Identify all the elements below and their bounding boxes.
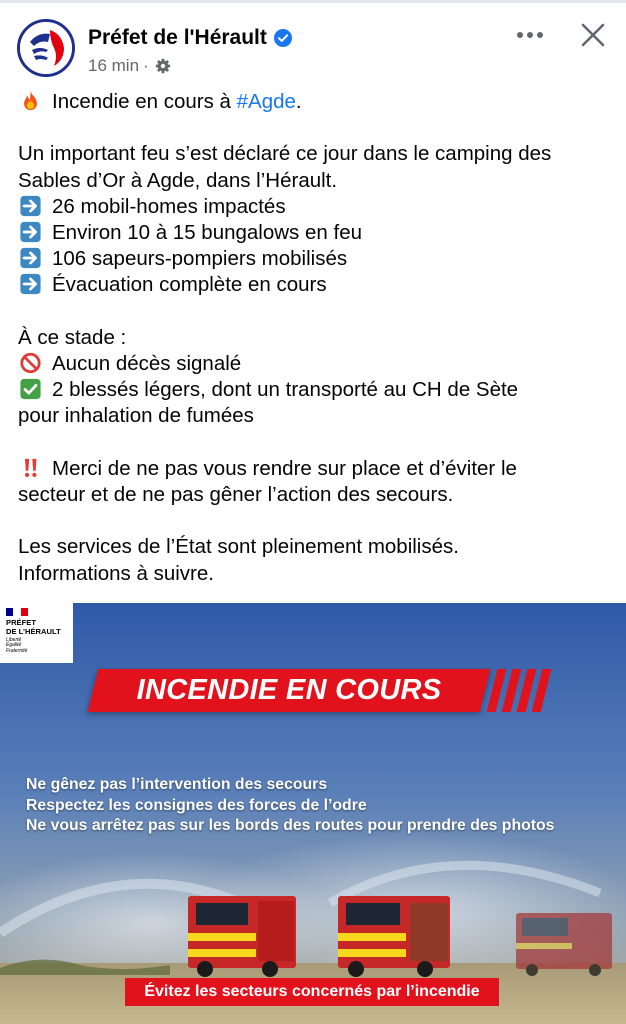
right-arrow-emoji — [18, 221, 43, 243]
more-options-button[interactable] — [512, 18, 548, 52]
profile-avatar[interactable] — [17, 19, 75, 77]
post-line — [18, 272, 618, 298]
alert-banner-title: INCENDIE EN COURS — [136, 674, 442, 706]
more-options-icon — [537, 32, 543, 38]
post-line-text: 106 sapeurs-pompiers mobilisés — [52, 247, 348, 271]
double-exclamation-emoji — [18, 457, 43, 479]
right-arrow-emoji — [18, 273, 43, 295]
post-line-text: Incendie en cours à — [52, 90, 237, 113]
advice-line: Ne vous arrêtez pas sur les bords des routes pour prendre des photos — [26, 817, 555, 834]
post-line-text: Évacuation complète en cours — [52, 273, 327, 297]
check-mark-emoji — [18, 378, 43, 400]
post-line — [18, 220, 618, 246]
post-timestamp[interactable]: 16 min — [88, 56, 140, 75]
meta-separator: · — [143, 56, 149, 75]
post-line: Un important feu s’est déclaré ce jour dans le camping des — [18, 142, 552, 166]
post-line — [18, 456, 618, 482]
post-line-text: Environ 10 à 15 bungalows en feu — [52, 221, 363, 244]
post-text — [18, 89, 618, 587]
post-image[interactable] — [0, 603, 626, 1024]
post-line — [18, 351, 618, 377]
close-button[interactable] — [575, 17, 611, 53]
more-options-icon — [517, 32, 523, 38]
prefecture-logo — [0, 603, 73, 663]
prohibited-emoji — [18, 352, 43, 374]
right-arrow-emoji — [18, 195, 43, 217]
more-options-icon — [527, 32, 533, 38]
post-line — [18, 89, 618, 115]
post-author[interactable] — [88, 26, 292, 50]
fire-emoji — [18, 90, 43, 112]
advice-line: Respectez les consignes des forces de l’odre — [26, 796, 367, 814]
avoid-area-banner: Évitez les secteurs concernés par l’incendie — [125, 978, 499, 1006]
post-line-text: Aucun décès signalé — [52, 352, 242, 375]
right-arrow-emoji — [18, 247, 43, 269]
advice-line: Ne gênez pas l’intervention des secours — [26, 776, 328, 793]
post-line: Sables d’Or à Agde, dans l’Hérault. — [18, 168, 338, 192]
post-line: À ce stade : — [18, 325, 127, 349]
post-line-text: 2 blessés légers, dont un transporté au CH de Sète — [52, 378, 519, 402]
post-line: secteur et de ne pas gêner l’action des secours. — [18, 483, 454, 506]
gear-icon — [155, 58, 171, 74]
post-line: Informations à suivre. — [18, 561, 214, 585]
hashtag-link[interactable]: #Agde — [236, 90, 296, 113]
verified-badge-icon — [274, 29, 292, 47]
post-line-text: . — [295, 90, 302, 113]
post-line — [18, 194, 618, 220]
post-line: pour inhalation de fumées — [18, 404, 254, 428]
author-name[interactable]: Préfet de l'Hérault — [88, 26, 267, 49]
safety-advice — [26, 775, 554, 837]
close-icon — [583, 25, 603, 45]
top-divider — [0, 0, 626, 3]
logo-motto: Liberté Égalité Fraternité — [6, 637, 28, 654]
logo-title: PRÉFET DE L’HÉRAULT — [6, 618, 61, 636]
post-line-text: 26 mobil-homes impactés — [52, 194, 286, 218]
post-line — [18, 377, 618, 403]
post-line: Les services de l’État sont pleinement mobilisés. — [18, 535, 459, 559]
post-line-text: Merci de ne pas vous rendre sur place et d’éviter le — [52, 456, 517, 480]
post-line — [18, 246, 618, 272]
post-meta — [88, 56, 171, 76]
french-flag-icon — [6, 608, 28, 616]
